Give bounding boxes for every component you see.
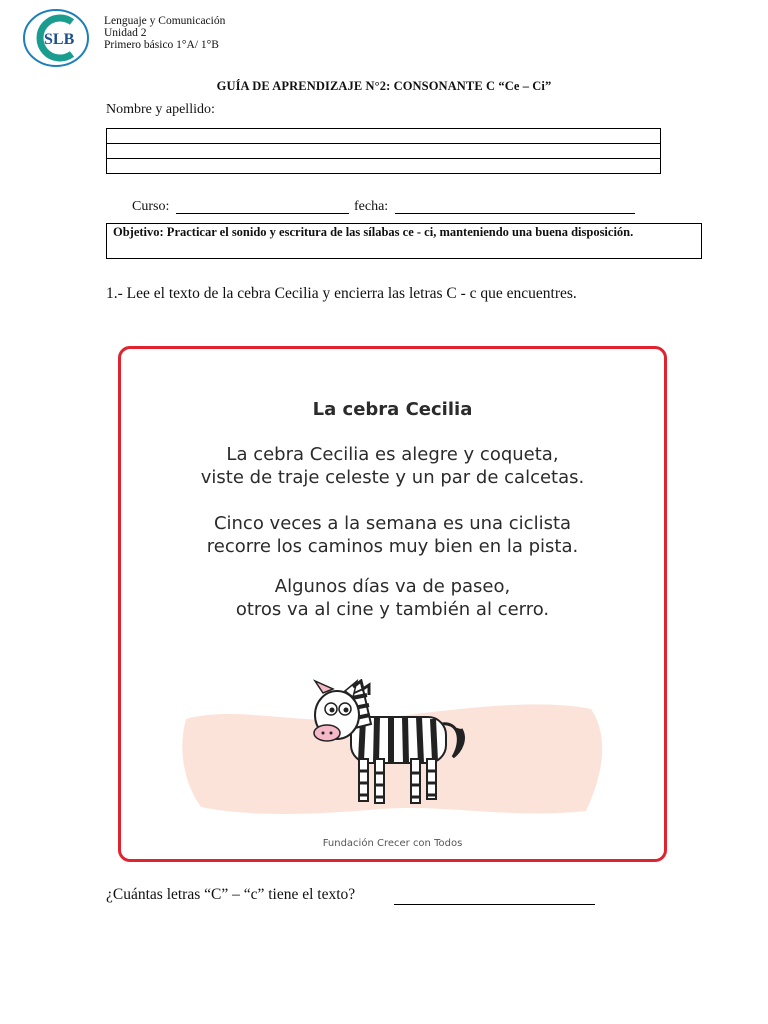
name-field-row[interactable] [107,129,661,144]
poem-line: Algunos días va de paseo, [274,576,511,597]
poem-line: recorre los caminos muy bien en la pista. [206,536,579,557]
poem-card [118,346,667,862]
zebra-illustration [301,679,471,819]
credit-text: Fundación Crecer con Todos [322,838,463,849]
subject-label: Lenguaje y Comunicación [104,15,226,27]
name-field-row[interactable] [107,159,661,174]
worksheet-title: GUÍA DE APRENDIZAJE N°2: CONSONANTE C “Ce – Ci” [216,79,552,93]
grade-label: Primero básico 1°A/ 1°B [104,39,219,51]
instruction-text: 1.- Lee el texto de la cebra Cecilia y encierra las letras C - c que encuentres. [106,285,577,302]
fecha-label: fecha: [354,199,389,214]
name-table [106,128,661,174]
curso-field[interactable] [176,213,349,214]
name-label: Nombre y apellido: [106,102,215,117]
curso-label: Curso: [132,199,170,214]
name-field-row[interactable] [107,144,661,159]
poem-line: Cinco veces a la semana es una ciclista [213,513,572,534]
school-logo [22,8,90,68]
question-text: ¿Cuántas letras “C” – “c” tiene el texto? [106,886,356,903]
poem-line: La cebra Cecilia es alegre y coqueta, [226,444,559,465]
objective-box: Objetivo: Practicar el sonido y escritura de las sílabas ce - ci, manteniendo una buena disposición. [106,223,702,259]
poem-line: viste de traje celeste y un par de calcetas. [200,467,585,488]
poem-line: otros va al cine y también al cerro. [235,599,550,620]
svg-text:SLB: SLB [44,31,75,48]
answer-field[interactable] [394,904,595,905]
unit-label: Unidad 2 [104,27,147,39]
poem-title: La cebra Cecilia [312,399,473,420]
fecha-field[interactable] [395,213,635,214]
